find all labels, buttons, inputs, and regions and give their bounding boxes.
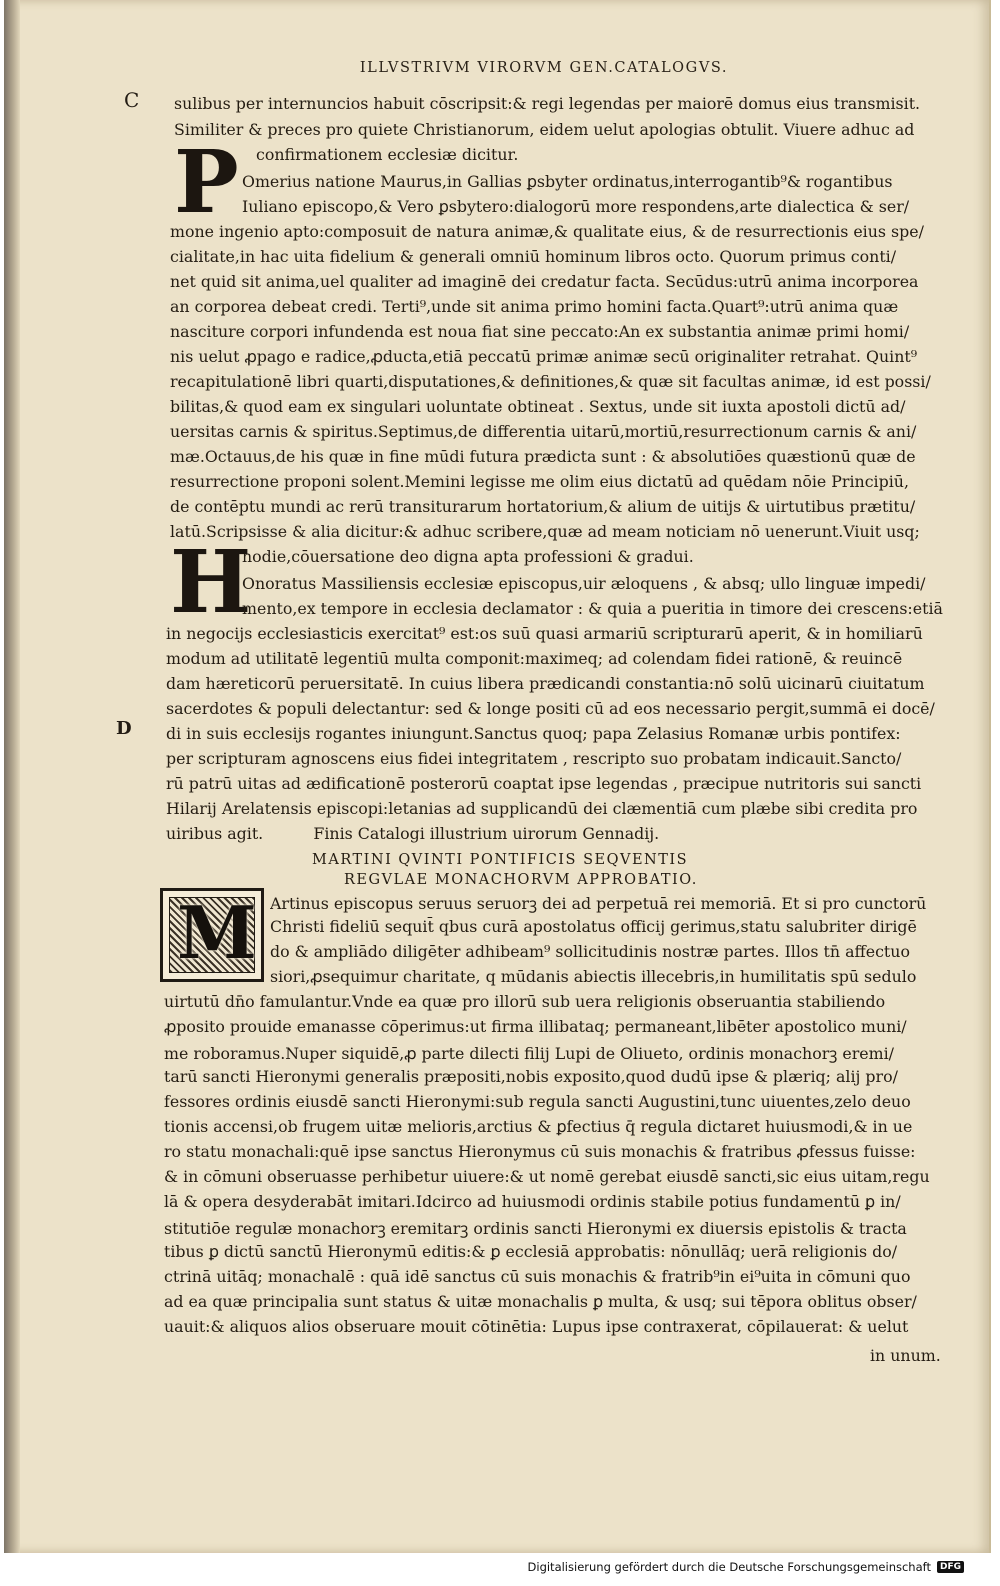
- text-line: mento,ex tempore in ecclesia declamator : & quia a pueritia in timore dei crescens:etiā: [242, 599, 943, 618]
- text-line: per scripturam agnoscens eius fidei integritatem , rescripto suo probatam indicauit.Sancto/: [166, 749, 902, 768]
- text-line: ctrinā uitāq; monachalē : quā idē sanctus cū suis monachis & fratrib⁹in ei⁹uita in cōmuni quo: [164, 1267, 911, 1286]
- text-line: Omerius natione Maurus,in Gallias ꝑsbyter ordinatus,interrogantib⁹& rogantibus: [242, 172, 893, 191]
- text-line: uirtutū dn̄o famulantur.Vnde ea quæ pro illorū sub uera religionis obseruantia stabiliendo: [164, 992, 886, 1011]
- dropcap-m: M: [177, 890, 257, 975]
- text-line: nis uelut ꝓpago e radice,ꝓducta,etiā peccatū primæ animæ secū originaliter retrahat. Quint⁹: [170, 347, 918, 366]
- text-line: de contēptu mundi ac rerū transiturarum hortatorium,& alium de uitijs & uirtutibus prætitu/: [170, 497, 916, 516]
- catchword: in unum.: [870, 1346, 941, 1365]
- text-line: nasciture corpori infundenda est noua fiat sine peccato:An ex substantia animæ primi homi/: [170, 322, 910, 341]
- text-line: sulibus per internuncios habuit cōscripsit:& regi legendas per maiorē domus eius transmisit.: [174, 94, 921, 113]
- section-heading-line-1: MARTINI QVINTI PONTIFICIS SEQVENTIS: [312, 852, 689, 868]
- text-line: latū.Scripsisse & alia dicitur:& adhuc scribere,quæ ad meam noticiam nō uenerunt.Viuit usq;: [170, 522, 920, 541]
- text-line: ad ea quæ principalia sunt status & uitæ monachalis ꝑ multa, & usq; sui tēpora oblitus obser/: [164, 1292, 917, 1311]
- dropcap-h: H: [170, 532, 252, 633]
- text-line: uauit:& aliquos alios obseruare mouit cōtinētia: Lupus ipse contraxerat, cōpilauerat: & uelut: [164, 1317, 909, 1336]
- text-line: me roboramus.Nuper siquidē,ꝓ parte dilecti filij Lupi de Oliueto, ordinis monachorꝫ eremi/: [164, 1044, 894, 1063]
- text-line: rū patrū uitas ad ædificationē posterorū coaptat ipse legendas , præcipue nutritoris sui sancti: [166, 774, 922, 793]
- dropcap-m-ornamental: [160, 888, 264, 982]
- text-line: do & ampliādo diligēter adhibeam⁹ sollicitudinis nostræ partes. Illos tn̄ affectuo: [270, 942, 910, 961]
- running-head: ILLVSTRIVM VIRORVM GEN.CATALOGVS.: [359, 60, 729, 76]
- text-line: an corporea debeat credi. Terti⁹,unde sit anima primo homini facta.Quart⁹:utrū anima quæ: [170, 297, 899, 316]
- text-line: ro statu monachali:quē ipse sanctus Hieronymus cū suis monachis & fratribus ꝓfessus fuisse:: [164, 1142, 916, 1161]
- text-line-colophon: uiribus agit. Finis Catalogi illustrium uirorum Gennadij.: [166, 824, 660, 843]
- text-line: cialitate,in hac uita fidelium & generali omniū hominum libros octo. Quorum primus conti/: [170, 247, 897, 266]
- text-line: stitutiōe regulæ monachorꝫ eremitarꝫ ordinis sancti Hieronymi ex diuersis epistolis & tracta: [164, 1219, 907, 1238]
- section-heading-line-2: REGVLAE MONACHORVM APPROBATIO.: [344, 872, 698, 888]
- text-line: tionis accensi,ob frugem uitæ melioris,arctius & ꝑfectius q̄ regula dictaret huiusmodi,& in ue: [164, 1117, 913, 1136]
- text-line: siori,ꝓsequimur charitate, q mūdanis abiectis illecebris,in humilitatis spū sedulo: [270, 967, 917, 986]
- text-line: Onoratus Massiliensis ecclesiæ episcopus,uir æloquens , & absq; ullo linguæ impedi/: [242, 574, 926, 593]
- text-line: Christi fideliū sequit̄ qbus curā apostolatus officij gerimus,statu salubriter dirigē: [270, 917, 917, 936]
- text-line: Hilarij Arelatensis episcopi:letanias ad supplicandū dei clæmentiā cum plæbe sibi credita pro: [166, 799, 918, 818]
- text-line: Similiter & preces pro quiete Christianorum, eidem uelut apologias obtulit. Viuere adhuc ad: [174, 120, 915, 139]
- text-line: resurrectione proponi solent.Memini legisse me olim eius dictatū ad quēdam nōie Principiū,: [170, 472, 909, 491]
- text-line: lā & opera desyderabāt imitari.Idcirco ad huiusmodi ordinis stabile potius fundamentū ꝑ in/: [164, 1192, 901, 1211]
- text-line: recapitulationē libri quarti,disputationes,& definitiones,& quæ sit facultas animæ, id est possi/: [170, 372, 931, 391]
- margin-letter-c: C: [124, 88, 140, 112]
- text-line: dam hæreticorū peruersitatē. In cuius libera prædicandi constantia:nō solū uicinarū ciuitatum: [166, 674, 925, 693]
- text-line: tibus ꝑ dictū sanctū Hieronymū editis:& ꝑ ecclesiā approbatis: nōnullāq; uerā religionis do/: [164, 1242, 898, 1261]
- margin-letter-d: D: [116, 718, 132, 739]
- text-line: hodie,cōuersatione deo digna apta professioni & gradui.: [242, 547, 694, 566]
- text-line: bilitas,& quod eam ex singulari uoluntate obtineat . Sextus, unde sit iuxta apostoli dictū ad/: [170, 397, 906, 416]
- text-line: fessores ordinis eiusdē sancti Hieronymi:sub regula sancti Augustini,tunc uiuentes,zelo deuo: [164, 1092, 911, 1111]
- text-line: sacerdotes & populi delectantur: sed & longe positi cū ad eos necessario pergit,summā ei docē/: [166, 699, 935, 718]
- text-line: uersitas carnis & spiritus.Septimus,de differentia uitarū,mortiū,resurrectionum carnis & ani/: [170, 422, 917, 441]
- text-line: net quid sit anima,uel qualiter ad imaginē dei credatur facta. Secūdus:utrū anima incorporea: [170, 272, 919, 291]
- credit-text: Digitalisierung gefördert durch die Deutsche Forschungsgemeinschaft: [527, 1560, 931, 1574]
- text-line: modum ad utilitatē legentiū multa componit:maximeq; ad colendam fidei rationē, & reuincē: [166, 649, 903, 668]
- text-line: confirmationem ecclesiæ dicitur.: [256, 145, 519, 164]
- text-line: di in suis ecclesijs rogantes iniungunt.Sanctus quoq; papa Zelasius Romanæ urbis pontifex:: [166, 724, 901, 743]
- dfg-logo: DFG: [937, 1561, 964, 1573]
- text-line: mone ingenio apto:composuit de natura animæ,& qualitate eius, & de resurrectionis eius spe/: [170, 222, 924, 241]
- book-page: [4, 0, 991, 1553]
- digitization-credit: [528, 1560, 964, 1574]
- text-line: mæ.Octauus,de his quæ in fine mūdi futura prædicta sunt : & absolutiōes quæstionū quæ de: [170, 447, 916, 466]
- text-line: & in cōmuni obseruasse perhibetur uiuere:& ut nomē gerebat eiusdē sancti,sic eius uitam,regu: [164, 1167, 930, 1186]
- dropcap-p: P: [174, 132, 239, 233]
- text-line: ꝓposito prouide emanasse cōperimus:ut firma illibataq; permaneant,libēter apostolico muni/: [164, 1017, 907, 1036]
- book-spine-shadow: [4, 0, 20, 1553]
- text-line: tarū sancti Hieronymi generalis præpositi,nobis exposito,quod dudū ipse & plæriq; alij pro/: [164, 1067, 898, 1086]
- text-line: Iuliano episcopo,& Vero ꝑsbytero:dialogorū more respondens,arte dialectica & ser/: [242, 197, 910, 216]
- text-line: in negocijs ecclesiasticis exercitat⁹ est:os suū quasi armariū scripturarū aperit, & in homiliarū: [166, 624, 923, 643]
- text-line: Artinus episcopus seruus seruorꝫ dei ad perpetuā rei memoriā. Et si pro cunctorū: [270, 894, 927, 913]
